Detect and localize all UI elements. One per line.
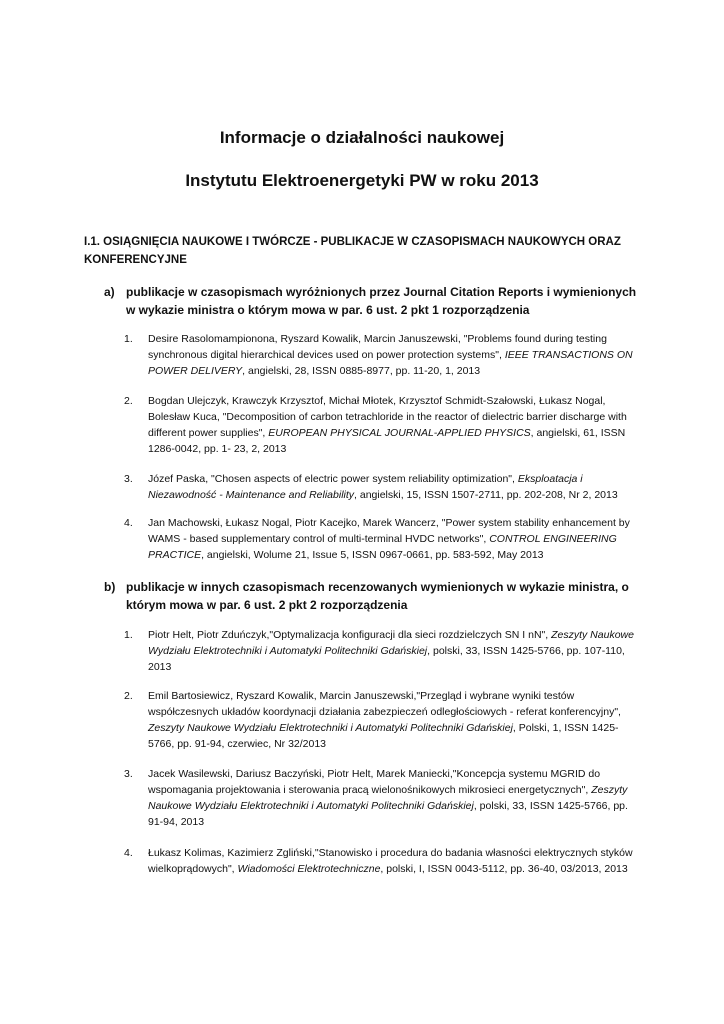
list-item — [124, 766, 644, 830]
item-authors-title: Desire Rasolomampionona, Ryszard Kowalik, Marcin Januszewski, "Problems found during testing synchronous digital hierarchical devices used on power protection systems", — [148, 333, 607, 361]
section-heading: I.1. OSIĄGNIĘCIA NAUKOWE I TWÓRCZE - PUBLIKACJE W CZASOPISMACH NAUKOWYCH ORAZ KONFERENCYJNE — [84, 236, 621, 266]
item-journal: Wiadomości Elektrotechniczne — [237, 863, 381, 875]
item-details: , polski, 33, ISSN 1425-5766, pp. 107-110, 2013 — [148, 645, 625, 673]
item-number: 1. — [124, 333, 133, 345]
subsection-text: publikacje w czasopismach wyróżnionych przez Journal Citation Reports i wymienionych w wykazie ministra o którym mowa w par. 6 ust. 2 pkt 1 rozporządzenia — [126, 285, 637, 317]
list-item — [124, 688, 644, 752]
item-number: 1. — [124, 629, 133, 641]
subsection-b — [100, 578, 640, 614]
item-details: , polski, 33, ISSN 1425-5766, pp. 91-94, 2013 — [148, 800, 628, 828]
item-text — [148, 331, 644, 379]
subsection-text: publikacje w innych czasopismach recenzowanych wymienionych w wykazie ministra, o którym mowa w par. 6 ust. 2 pkt 2 rozporządzenia — [126, 580, 629, 612]
item-text — [148, 766, 644, 830]
item-number: 4. — [124, 517, 133, 529]
item-journal: EUROPEAN PHYSICAL JOURNAL-APPLIED PHYSICS — [268, 427, 531, 439]
document-title-line-1: Informacje o działalności naukowej — [219, 128, 505, 147]
item-text — [148, 393, 644, 457]
item-journal: CONTROL ENGINEERING PRACTICE — [148, 533, 617, 561]
item-journal: Zeszyty Naukowe Wydziału Elektrotechniki i Automatyki Politechniki Gdańskiej — [148, 722, 513, 734]
item-authors-title: Łukasz Kolimas, Kazimierz Zgliński,"Stanowisko i procedura do badania własności elektrycznych styków wielkoprądowych", — [148, 847, 633, 875]
item-journal: Zeszyty Naukowe Wydziału Elektrotechniki i Automatyki Politechniki Gdańskiej — [148, 629, 634, 657]
list-item — [124, 331, 644, 379]
subsection-letter: a) — [104, 285, 115, 299]
item-journal: Eksploatacja i Niezawodność - Maintenance and Reliability — [148, 473, 583, 501]
item-authors-title: Józef Paska, "Chosen aspects of electric power system reliability optimization", — [148, 473, 518, 485]
item-number: 3. — [124, 768, 133, 780]
list-item — [124, 393, 644, 457]
item-number: 3. — [124, 473, 133, 485]
item-text — [148, 688, 644, 752]
list-item — [124, 515, 644, 563]
item-authors-title: Jacek Wasilewski, Dariusz Baczyński, Piotr Helt, Marek Maniecki,"Koncepcja systemu MGRID do wspomagania projektowania i sterowania pracą wielonośnikowych mikrosieci energetycznych", — [148, 768, 601, 796]
item-details: , angielski, 15, ISSN 1507-2711, pp. 202-208, Nr 2, 2013 — [354, 489, 618, 501]
item-authors-title: Jan Machowski, Łukasz Nogal, Piotr Kacejko, Marek Wancerz, "Power system stability enhancement by WAMS - based supplementary control of multi-terminal HVDC networks", — [148, 517, 630, 545]
item-text — [148, 515, 644, 563]
item-details: , polski, I, ISSN 0043-5112, pp. 36-40, 03/2013, 2013 — [380, 863, 628, 875]
item-details: , Polski, 1, ISSN 1425-5766, pp. 91-94, czerwiec, Nr 32/2013 — [148, 722, 619, 750]
item-authors-title: Piotr Helt, Piotr Zduńczyk,"Optymalizacja konfiguracji dla sieci rozdzielczych SN I nN", — [148, 629, 552, 641]
item-details: , angielski, 61, ISSN 1286-0042, pp. 1- 23, 2, 2013 — [148, 427, 626, 455]
subsection-letter: b) — [104, 580, 116, 594]
item-text — [148, 627, 644, 675]
item-authors-title: Bogdan Ulejczyk, Krawczyk Krzysztof, Michał Młotek, Krzysztof Schmidt-Szałowski, Łukasz Nogal, Bolesław Kuca, "Decomposition of carbon tetrachloride in the reactor of dielectric barrier discharge with different power supplies", — [148, 395, 627, 439]
list-item — [124, 627, 644, 675]
item-journal: Zeszyty Naukowe Wydziału Elektrotechniki i Automatyki Politechniki Gdańskiej — [148, 784, 628, 812]
item-details: , angielski, 28, ISSN 0885-8977, pp. 11-20, 1, 2013 — [242, 365, 481, 377]
item-number: 2. — [124, 395, 133, 407]
item-authors-title: Emil Bartosiewicz, Ryszard Kowalik, Marcin Januszewski,"Przegląd i wybrane wyniki testów współczesnych układów koordynacji działania zabezpieczeń odległościowych - referat konferencyjny", — [148, 690, 621, 718]
list-item — [124, 471, 644, 503]
item-text — [148, 471, 644, 503]
item-number: 2. — [124, 690, 133, 702]
list-item — [124, 845, 644, 877]
subsection-a — [100, 283, 640, 319]
item-journal: IEEE TRANSACTIONS ON POWER DELIVERY — [148, 349, 633, 377]
item-text — [148, 845, 644, 877]
document-title-line-2: Instytutu Elektroenergetyki PW w roku 2013 — [185, 171, 539, 190]
item-number: 4. — [124, 847, 133, 859]
item-details: , angielski, Wolume 21, Issue 5, ISSN 0967-0661, pp. 583-592, May 2013 — [201, 549, 544, 561]
